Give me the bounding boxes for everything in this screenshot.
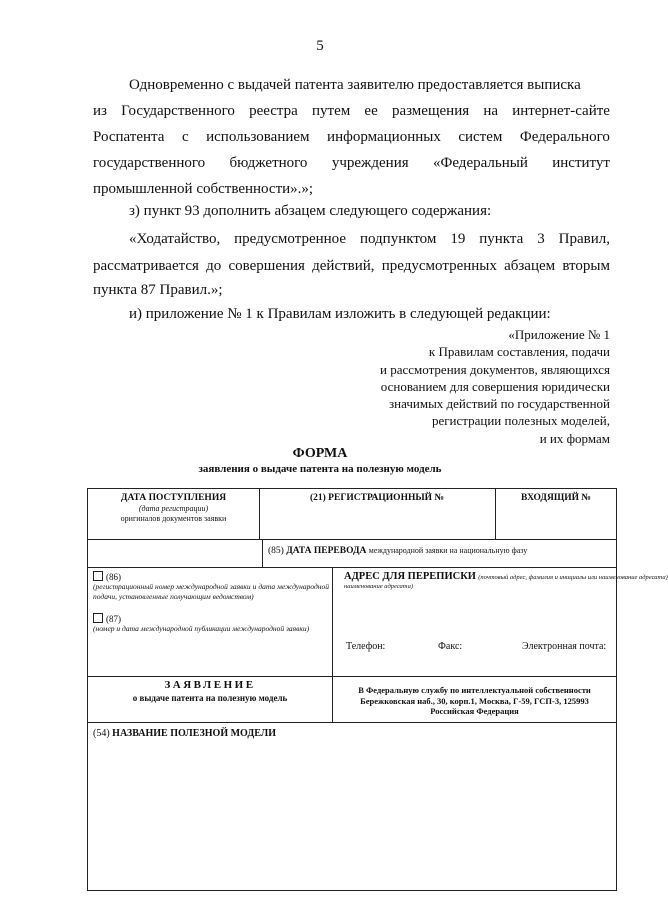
appendix-header-line: значимых действий по государственной — [389, 396, 610, 412]
field-86[interactable] — [93, 571, 329, 582]
receipt-date-title: ДАТА ПОСТУПЛЕНИЯ — [120, 493, 227, 503]
word: рассматривается — [93, 258, 199, 274]
word: учреждения — [331, 155, 409, 171]
correspondence-note: (почтовый адрес, фамилия и инициалы или наименование адресата) — [478, 574, 668, 581]
amendment-item-i: и) приложение № 1 к Правилам изложить в следующей редакции: — [129, 306, 551, 322]
translation-date-text: международной заявки на национальную фазу — [368, 546, 528, 555]
word: с — [181, 129, 189, 145]
email-label: Электронная почта: — [522, 641, 607, 652]
appendix-header-line: и рассмотрения документов, являющихся — [380, 361, 610, 377]
registration-number-cell[interactable]: (21) РЕГИСТРАЦИОННЫЙ № — [309, 493, 444, 503]
word: 19 — [450, 231, 466, 247]
word: из — [93, 103, 107, 119]
word: на — [483, 103, 498, 119]
utility-model-name-code: (54) — [93, 728, 110, 739]
receipt-date-note: (дата регистрации) — [138, 504, 209, 513]
divider — [88, 567, 616, 568]
amendment-item-z: з) пункт 93 дополнить абзацем следующего содержания: — [129, 203, 492, 219]
appendix-header-line: к Правилам составления, подачи — [428, 344, 610, 360]
receipt-date-note: оригиналов документов заявки — [120, 514, 227, 523]
utility-model-name-label: НАЗВАНИЕ ПОЛЕЗНОЙ МОДЕЛИ — [112, 728, 276, 739]
word: действий, — [312, 258, 375, 274]
divider — [262, 539, 263, 567]
paragraph-line: промышленной собственности».»; — [93, 181, 314, 197]
quote-line: пункта 87 Правил.»; — [93, 282, 223, 298]
utility-model-name-field[interactable] — [93, 729, 276, 739]
checkbox-87[interactable] — [93, 613, 103, 623]
word: подпунктом — [359, 231, 437, 247]
paragraph-line: Одновременно с выдачей патента заявителю предоставляется выписка — [129, 77, 581, 93]
application-title: ЗАЯВЛЕНИЕ — [164, 679, 256, 691]
word: бюджетного — [229, 155, 308, 171]
fax-label: Факс: — [438, 641, 463, 652]
field-87[interactable] — [93, 613, 329, 624]
word: размещения — [391, 103, 470, 119]
word: вторым — [562, 258, 610, 274]
word: информационных — [327, 129, 441, 145]
word: Роспатента — [93, 129, 165, 145]
word: Государственного — [121, 103, 235, 119]
addressee-line: Бережковская наб., 30, корп.1, Москва, Г-59, ГСП-3, 125993 — [360, 695, 589, 706]
application-subtitle: о выдаче патента на полезную модель — [132, 693, 288, 703]
word: институт — [552, 155, 610, 171]
word: «Федеральный — [433, 155, 528, 171]
field-87-description: (номер и дата международной публикации международной заявки) — [93, 624, 310, 633]
word: ее — [364, 103, 378, 119]
word: государственного — [93, 155, 206, 171]
addressee-line: В Федеральную службу по интеллектуальной собственности — [358, 685, 591, 695]
addressee-line: Российская Федерация — [430, 706, 519, 716]
word: абзацем — [504, 258, 556, 274]
paragraph-line — [93, 129, 610, 146]
field-87-code: (87) — [106, 614, 121, 624]
field-86-code: (86) — [106, 572, 121, 582]
word: предусмотренное — [234, 231, 347, 247]
quote-line — [93, 258, 610, 275]
word: Федерального — [519, 129, 610, 145]
application-form — [87, 488, 668, 891]
appendix-header — [380, 326, 610, 447]
word: Правил, — [558, 231, 610, 247]
paragraph-line — [93, 155, 610, 172]
word: пункта — [479, 231, 524, 247]
word: 3 — [537, 231, 545, 247]
word: использованием — [206, 129, 310, 145]
quote-line — [129, 231, 610, 248]
word: предусмотренных — [381, 258, 497, 274]
checkbox-86[interactable] — [93, 571, 103, 581]
translation-date-cell[interactable] — [268, 546, 527, 556]
appendix-header-line: и их формам — [539, 430, 610, 446]
translation-date-label: ДАТА ПЕРЕВОДА — [286, 546, 367, 556]
divider — [88, 722, 616, 723]
correspondence-note-continued: наименование адресата) — [344, 583, 413, 590]
correspondence-title: АДРЕС ДЛЯ ПЕРЕПИСКИ — [344, 571, 476, 582]
paragraph-line — [93, 103, 610, 120]
word: реестра — [249, 103, 298, 119]
word: до — [206, 258, 222, 274]
addressee-block — [333, 685, 616, 717]
appendix-header-line: регистрации полезных моделей, — [431, 413, 610, 429]
incoming-number-cell[interactable]: ВХОДЯЩИЙ № — [521, 493, 591, 503]
divider — [88, 539, 616, 540]
appendix-header-line: «Приложение № 1 — [508, 327, 610, 342]
divider — [88, 676, 616, 677]
phone-label: Телефон: — [346, 641, 386, 652]
word: систем — [458, 129, 503, 145]
word: совершения — [228, 258, 305, 274]
word: «Ходатайство, — [129, 231, 221, 247]
appendix-header-line: основанием для совершения юридически — [380, 378, 610, 394]
form-title: ФОРМА — [292, 446, 348, 461]
word: интернет-сайте — [512, 103, 610, 119]
translation-date-code: (85) — [268, 546, 284, 556]
field-86-description: (регистрационный номер международной заявки и дата международной подачи, установленные получающим ведомством) — [93, 582, 329, 601]
word: путем — [312, 103, 351, 119]
form-subtitle: заявления о выдаче патента на полезную модель — [198, 463, 442, 475]
page-number: 5 — [316, 38, 324, 54]
